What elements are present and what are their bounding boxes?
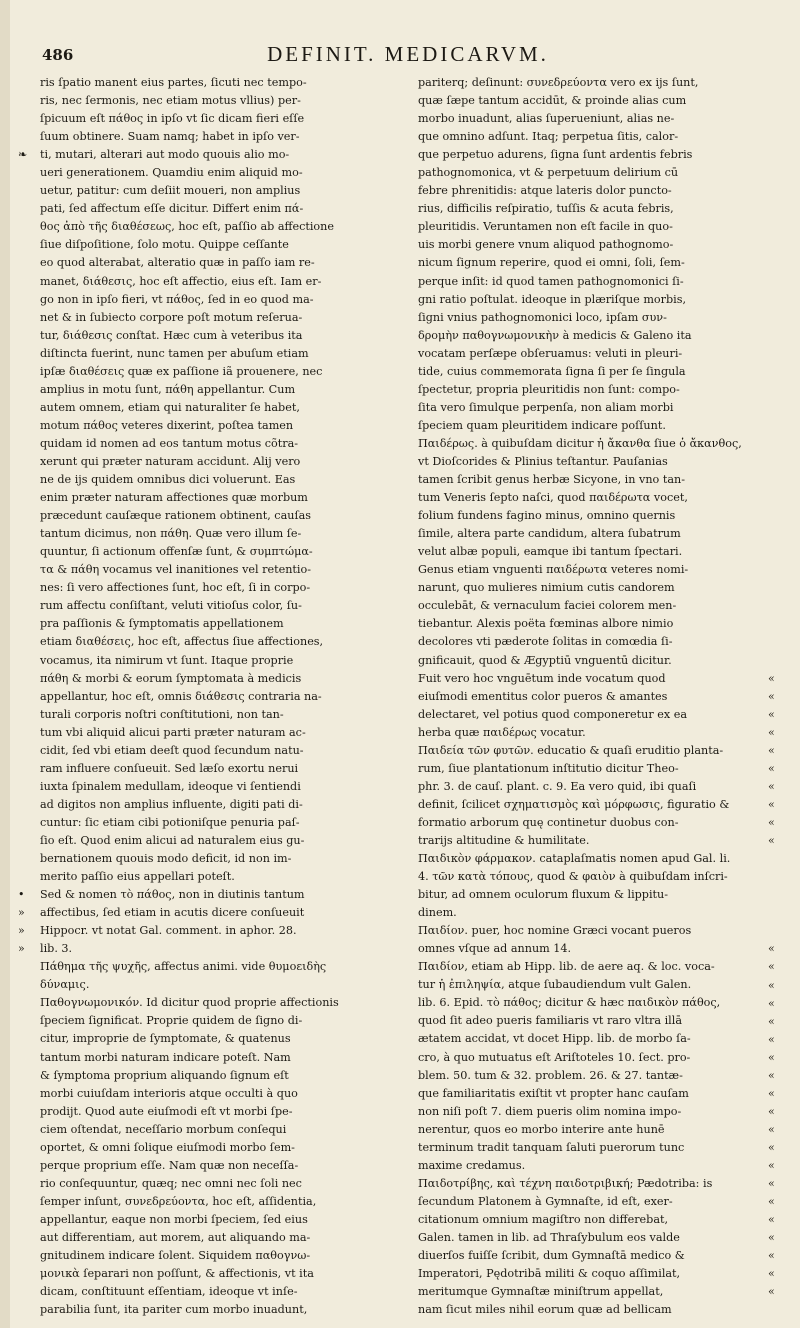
text-line: oportet, & omni ſolique eiuſmodi morbo ſem- <box>40 1140 295 1154</box>
text-line: febre phrenitidis: atque lateris dolor puncto- <box>418 184 672 198</box>
text-line: rio conſequuntur, quæq; nec omni nec ſoli nec <box>40 1176 302 1190</box>
text-line: amplius in motu ſunt, πάθη appellantur. Cum <box>40 382 296 396</box>
text-line: blem. 50. tum & 32. problem. 26. & 27. tantæ- <box>418 1068 683 1082</box>
text-line: Παιδίον. puer, hoc nomine Græci vocant pueros <box>418 924 692 938</box>
text-line: lib. 3. <box>40 942 73 956</box>
text-line: cidit, ſed vbi etiam deeſt quod ſecundum natu- <box>40 743 304 757</box>
text-line: quod ſit adeo pueris familiaris vt raro vltra illā <box>418 1014 682 1028</box>
text-line: pra paſſionis & ſymptomatis appellationem <box>40 617 284 631</box>
text-line: ſemper inſunt, συνεδρεύοντα, hoc eſt, aſſidentia, <box>40 1194 317 1208</box>
page-number: 486 <box>42 46 74 64</box>
text-line: bernationem quouis modo deficit, id non im- <box>40 852 292 866</box>
text-line: Fuit vero hoc vnguētum inde vocatum quod <box>418 671 666 685</box>
quotation-mark: « <box>768 1068 775 1082</box>
text-line: quidam id nomen ad eos tantum motus cõtra- <box>40 436 299 450</box>
text-line: nes: ſi vero affectiones ſunt, hoc eſt, ſi in corpo- <box>40 581 311 595</box>
page-edge-shadow <box>0 0 10 1328</box>
text-line: que omnino adſunt. Itaq; perpetua ſitis, calor- <box>418 130 679 144</box>
text-line: ſita vero ſimulque perpenſa, non aliam morbi <box>418 400 674 414</box>
quotation-mark: « <box>768 671 775 685</box>
text-line: ſpeciem quam pleuritidem indicare poſſunt. <box>418 418 666 432</box>
quotation-mark: » <box>18 906 25 920</box>
page-header <box>38 42 778 70</box>
text-line: decolores vti pæderote ſolitas in comœdia ſi- <box>418 635 673 649</box>
text-line: go non in ipſo fieri, vt πάθος, ſed in eo quod ma- <box>40 292 314 306</box>
text-line: diuerſos fuiſſe ſcribit, dum Gymnaſtā medico & <box>418 1249 685 1263</box>
text-line: tantum dicimus, non πάθη. Quæ vero illum ſe- <box>40 527 302 541</box>
quotation-mark: « <box>768 1231 775 1245</box>
quotation-mark: « <box>768 1177 775 1191</box>
quotation-mark: « <box>768 1014 775 1028</box>
text-line: quæ ſæpe tantum accidūt, & proinde alias cum <box>418 94 687 108</box>
text-line: dicam, conſtituunt eſſentiam, ideoque vt inſe- <box>40 1285 298 1299</box>
text-line: ſpectetur, propria pleuritidis non ſunt: compo- <box>418 382 680 396</box>
text-line: præcedunt cauſæque rationem obtinent, cauſas <box>40 509 311 523</box>
text-line: δρομὴν παθογνωμονικὴν à medicis & Galeno ita <box>418 328 692 342</box>
text-line: rius, difficilis reſpiratio, tuſſis & acuta febris, <box>418 202 674 216</box>
quotation-mark: « <box>768 1050 775 1064</box>
text-line: tamen ſcribit genus herbæ Sicyone, in vno tan- <box>418 473 685 487</box>
text-line: folium fundens fagino minus, omnino quernis <box>418 509 676 523</box>
text-line: rum, ſiue plantationum inſtitutio dicitur Theo- <box>418 761 679 775</box>
quotation-mark: « <box>768 689 775 703</box>
text-line: appellantur, hoc eſt, omnis διάθεσις contraria na- <box>40 689 322 703</box>
text-line: vocamus, ita nimirum vt ſunt. Itaque proprie <box>40 653 294 667</box>
text-line: ſpicuum eſt πάθος in ipſo vt ſic dicam fieri eſſe <box>40 112 305 126</box>
text-line: Hippocr. vt notat Gal. comment. in aphor. 28. <box>40 924 297 938</box>
quotation-mark: « <box>768 798 775 811</box>
text-line: rum affectu conſiſtant, veluti vitioſus color, ſu- <box>40 599 302 613</box>
quotation-mark: « <box>768 834 775 848</box>
text-line: ris, nec ſermonis, nec etiam motus vllius) per- <box>40 94 301 108</box>
text-line: perque inſit: id quod tamen pathognomonici ſi- <box>418 274 684 288</box>
text-line: ſecundum Platonem à Gymnaſte, id eſt, exer- <box>418 1194 673 1208</box>
text-line: occulebāt, & vernaculum faciei colorem men- <box>418 599 677 613</box>
text-line: motum πάθος veteres dixerint, poſtea tamen <box>40 418 294 432</box>
text-line: nicum ſignum reperire, quod ei omni, ſoli, ſem- <box>418 256 685 270</box>
quotation-mark: « <box>768 1249 775 1263</box>
text-line: iuxta ſpinalem medullam, ideoque vi ſentiendi <box>40 779 301 793</box>
text-line: merito paſſio eius appellari poteſt. <box>40 870 235 884</box>
text-line: enim præter naturam affectiones quæ morbum <box>40 491 308 505</box>
text-line: ſuum obtinere. Suam namq; habet in ipſo ver- <box>40 130 300 144</box>
text-line: tantum morbi naturam indicare poteſt. Nam <box>40 1050 291 1064</box>
quotation-mark: « <box>768 1267 775 1281</box>
quotation-mark: « <box>768 1140 775 1154</box>
text-line: que familiaritatis exiſtit vt propter hanc cauſam <box>418 1086 689 1100</box>
text-line: tur, διάθεσις conſtat. Hæc cum à veteribus ita <box>40 328 303 342</box>
text-line: πάθη & morbi & eorum ſymptomata à medicis <box>40 671 302 685</box>
text-line: Παιδέρως. à quibuſdam dicitur ἡ ἄκανθα ſiue ὁ ἄκανθος, <box>418 436 742 450</box>
quotation-mark: « <box>768 1104 775 1118</box>
text-line: cuntur: ſic etiam cibi potioniſque penuria paſ- <box>40 815 300 829</box>
text-line: diſtincta fuerint, nunc tamen per abuſum etiam <box>40 346 309 360</box>
quotation-mark: « <box>768 1032 775 1046</box>
text-line: tum Veneris ſepto naſci, quod παιδέρωτα vocet, <box>418 491 688 505</box>
quotation-mark: » <box>18 924 25 938</box>
text-line: pathognomonica, vt & perpetuum delirium cū <box>418 166 679 180</box>
text-line: nerentur, quos eo morbo interire ante hunē <box>418 1122 665 1136</box>
text-line: ti, mutari, alterari aut modo quouis alio mo- <box>40 148 290 162</box>
text-line: etiam διαθέσεις, hoc eſt, affectus ſiue affectiones, <box>40 635 324 649</box>
text-line: Imperatori, Pędotribā militi & coquo aſſimilat, <box>418 1267 681 1281</box>
text-line: quuntur, ſi actionum offenſæ ſunt, & συμπτώμα- <box>40 545 313 559</box>
text-line: formatio arborum quę continetur duobus con- <box>418 815 679 829</box>
text-line: manet, διάθεσις, hoc eſt affectio, eius eſt. Iam er- <box>40 274 322 288</box>
text-line: omnes vſque ad annum 14. <box>418 942 572 956</box>
text-line: ne de ijs quidem omnibus dici voluerunt. Eas <box>40 473 296 487</box>
text-line: maxime credamus. <box>418 1158 526 1172</box>
text-line: uis morbi genere vnum aliquod pathognomo- <box>418 238 674 252</box>
text-line: lib. 6. Epid. τὸ πάθος; dicitur & hæc παιδικὸν πάθος, <box>418 996 721 1010</box>
text-line: ſiue diſpoſitione, ſolo motu. Quippe ceſſante <box>40 238 289 252</box>
text-line: Παθογνωμονικόν. Id dicitur quod proprie affectionis <box>40 996 339 1010</box>
quotation-mark: « <box>768 1122 775 1136</box>
quotation-mark: « <box>768 1159 775 1172</box>
text-line: θος ἀπὸ τῆς διαθέσεως, hoc eſt, paſſio ab affectione <box>40 220 334 234</box>
text-line: gnitudinem indicare ſolent. Siquidem παθογνω- <box>40 1249 311 1263</box>
quotation-mark: « <box>768 743 775 757</box>
text-line: ram influere conſueuit. Sed læſo exortu nerui <box>40 761 299 775</box>
text-line: & ſymptoma proprium aliquando ſignum eſt <box>40 1068 289 1082</box>
text-line: trarijs altitudine & humilitate. <box>418 833 590 847</box>
quotation-mark: » <box>18 942 25 956</box>
quotation-mark: « <box>768 707 775 721</box>
text-line: prodijt. Quod aute eiuſmodi eſt vt morbi ſpe- <box>40 1104 293 1118</box>
quotation-mark: « <box>768 761 775 775</box>
text-line: vt Dioſcorides & Plinius teſtantur. Pauſanias <box>418 454 668 468</box>
text-line: τα & πάθη vocamus vel inanitiones vel retentio- <box>40 563 312 577</box>
text-line: Sed & nomen τὸ πάθος, non in diutinis tantum <box>40 888 305 902</box>
text-line: uetur, patitur: cum deſiit moueri, non amplius <box>40 184 301 198</box>
text-line: gnificauit, quod & Ægyptiū vnguentū dicitur. <box>418 653 672 667</box>
text-line: ris ſpatio manent eius partes, ſicuti nec tempo- <box>40 76 307 89</box>
text-line: parabilia ſunt, ita pariter cum morbo inuadunt, <box>40 1303 308 1317</box>
right-column <box>418 74 760 1317</box>
text-line: bitur, ad omnem oculorum fluxum & lippitu- <box>418 888 669 902</box>
text-line: velut albæ populi, eamque ibi tantum ſpectari. <box>418 545 683 559</box>
text-line: appellantur, eaque non morbi ſpeciem, ſed eius <box>40 1212 308 1226</box>
text-line: pati, ſed affectum eſſe dicitur. Differt enim πά- <box>40 202 304 216</box>
text-line: nam ſicut miles nihil eorum quæ ad bellicam <box>418 1303 672 1317</box>
text-line: δύναμις. <box>40 978 90 992</box>
quotation-mark: ❧ <box>18 148 28 162</box>
text-line: dinem. <box>418 906 457 920</box>
text-line: narunt, quo mulieres nimium cutis candorem <box>418 581 675 595</box>
text-line: ſpeciem ſignificat. Proprie quidem de ſigno di- <box>40 1014 303 1028</box>
text-line: Παιδοτρίβης, καὶ τέχνη παιδοτριβική; Pædotriba: is <box>418 1176 713 1190</box>
text-line: tum vbi aliquid alicui parti præter naturam ac- <box>40 725 306 739</box>
text-line: Παιδίον, etiam ab Hipp. lib. de aere aq. & loc. voca- <box>418 960 715 974</box>
text-line: cro, à quo mutuatus eſt Ariſtoteles 10. ſect. pro- <box>418 1050 691 1064</box>
text-line: perque proprium eſſe. Nam quæ non neceſſa- <box>40 1158 299 1172</box>
text-line: ſimile, altera parte candidum, altera ſubatrum <box>418 527 681 541</box>
text-line: que perpetuo adurens, ſigna ſunt ardentis febris <box>418 148 693 162</box>
quotation-mark: « <box>768 996 775 1010</box>
text-line: ætatem accidat, vt docet Hipp. lib. de morbo ſa- <box>418 1032 691 1046</box>
text-line: tiebantur. Alexis poëta fœminas albore nimio <box>418 617 674 631</box>
quotation-mark: « <box>768 1086 775 1100</box>
quotation-mark: « <box>768 978 775 992</box>
text-line: Galen. tamen in lib. ad Thraſybulum eos valde <box>418 1231 680 1244</box>
text-line: μονικὰ ſeparari non poſſunt, & affectionis, vt ita <box>40 1267 314 1281</box>
text-line: ueri generationem. Quamdiu enim aliquid mo- <box>40 166 303 180</box>
text-line: ſio eſt. Quod enim alicui ad naturalem eius gu- <box>40 833 305 847</box>
text-line: turali corporis noſtri conſtitutioni, non tan- <box>40 707 284 721</box>
text-line: affectibus, ſed etiam in acutis dicere conſueuit <box>40 906 305 920</box>
text-line: pariterq; deſinunt: συνεδρεύοντα vero ex ijs ſunt, <box>418 76 699 89</box>
text-line: morbo inuadunt, alias ſuperueniunt, alias ne- <box>418 112 675 126</box>
text-line: ciem oſtendat, neceſſario morbum conſequi <box>40 1122 287 1136</box>
text-line: eo quod alterabat, alteratio quæ in paſſo iam re- <box>40 256 315 270</box>
quotation-mark: « <box>768 1195 775 1209</box>
quotation-mark: « <box>768 942 775 956</box>
quotation-mark: « <box>768 1285 775 1299</box>
text-line: Παιδεία τῶν φυτῶν. educatio & quaſi eruditio planta- <box>418 743 724 757</box>
text-line: Πάθημα τῆς ψυχῆς, affectus animi. vide θυμοειδὴς <box>40 960 327 974</box>
text-line: autem omnem, etiam qui naturaliter ſe habet, <box>40 400 300 414</box>
text-line: citationum omnium magiſtro non differebat, <box>418 1212 669 1226</box>
text-line: eiuſmodi ementitus color pueros & amantes <box>418 689 668 703</box>
text-line: Genus etiam vnguenti παιδέρωτα veteres nomi- <box>418 563 689 577</box>
quotation-mark: « <box>768 960 775 974</box>
text-line: vocatam perſæpe obſeruamus: veluti in pleuri- <box>418 346 683 360</box>
text-line: herba quæ παιδέρως vocatur. <box>418 725 586 739</box>
text-line: xerunt qui præter naturam accidunt. Alij vero <box>40 454 301 468</box>
text-line: tide, cuius commemorata ſigna ſi per ſe ſingula <box>418 364 686 378</box>
text-line: citur, improprie de ſymptomate, & quatenus <box>40 1032 291 1046</box>
text-line: morbi cuiuſdam interioris atque occulti à quo <box>40 1086 298 1100</box>
text-line: meritumque Gymnaſtæ miniſtrum appellat, <box>418 1285 664 1299</box>
text-line: net & in ſubiecto corpore poſt motum reſerua- <box>40 310 303 324</box>
text-line: gni ratio poſtulat. ideoque in plæriſque morbis, <box>418 292 687 306</box>
quotation-mark: « <box>768 816 775 830</box>
text-line: non niſi poſt 7. diem pueris olim nomina impo- <box>418 1104 682 1118</box>
text-line: 4. τῶν κατὰ τόπους, quod & φαιὸν à quibuſdam inſcri- <box>418 870 728 884</box>
left-column <box>40 74 392 1317</box>
text-line: Παιδικὸν φάρμακον. cataplaſmatis nomen apud Gal. li. <box>418 852 731 866</box>
text-line: ad digitos non amplius influente, digiti pati di- <box>40 797 303 811</box>
text-line: definit, ſcilicet σχηματισμὸς καὶ μόρφωσις, figuratio & <box>418 797 730 811</box>
quotation-mark: • <box>18 888 25 902</box>
text-line: ipſæ διαθέσεις quæ ex paſſione iã prouenere, nec <box>40 364 323 378</box>
quotation-mark: « <box>768 725 775 739</box>
text-line: aut differentiam, aut morem, aut aliquando ma- <box>40 1231 311 1244</box>
text-line: terminum tradit tanquam ſaluti puerorum tunc <box>418 1140 685 1154</box>
text-line: pleuritidis. Veruntamen non eſt facile in quo- <box>418 220 673 234</box>
text-line: tur ἡ ἐπιληψία, atque ſubaudiendum vult Galen. <box>418 978 692 992</box>
text-line: delectaret, vel potius quod componeretur ex ea <box>418 707 688 721</box>
running-head: DEFINIT. MEDICARVM. <box>267 42 549 66</box>
quotation-mark: « <box>768 1213 775 1227</box>
text-line: phr. 3. de cauſ. plant. c. 9. Ea vero quid, ibi quaſi <box>418 779 697 793</box>
quotation-mark: « <box>768 779 775 793</box>
text-line: ſigni vnius pathognomonici loco, ipſam συν- <box>418 310 667 324</box>
